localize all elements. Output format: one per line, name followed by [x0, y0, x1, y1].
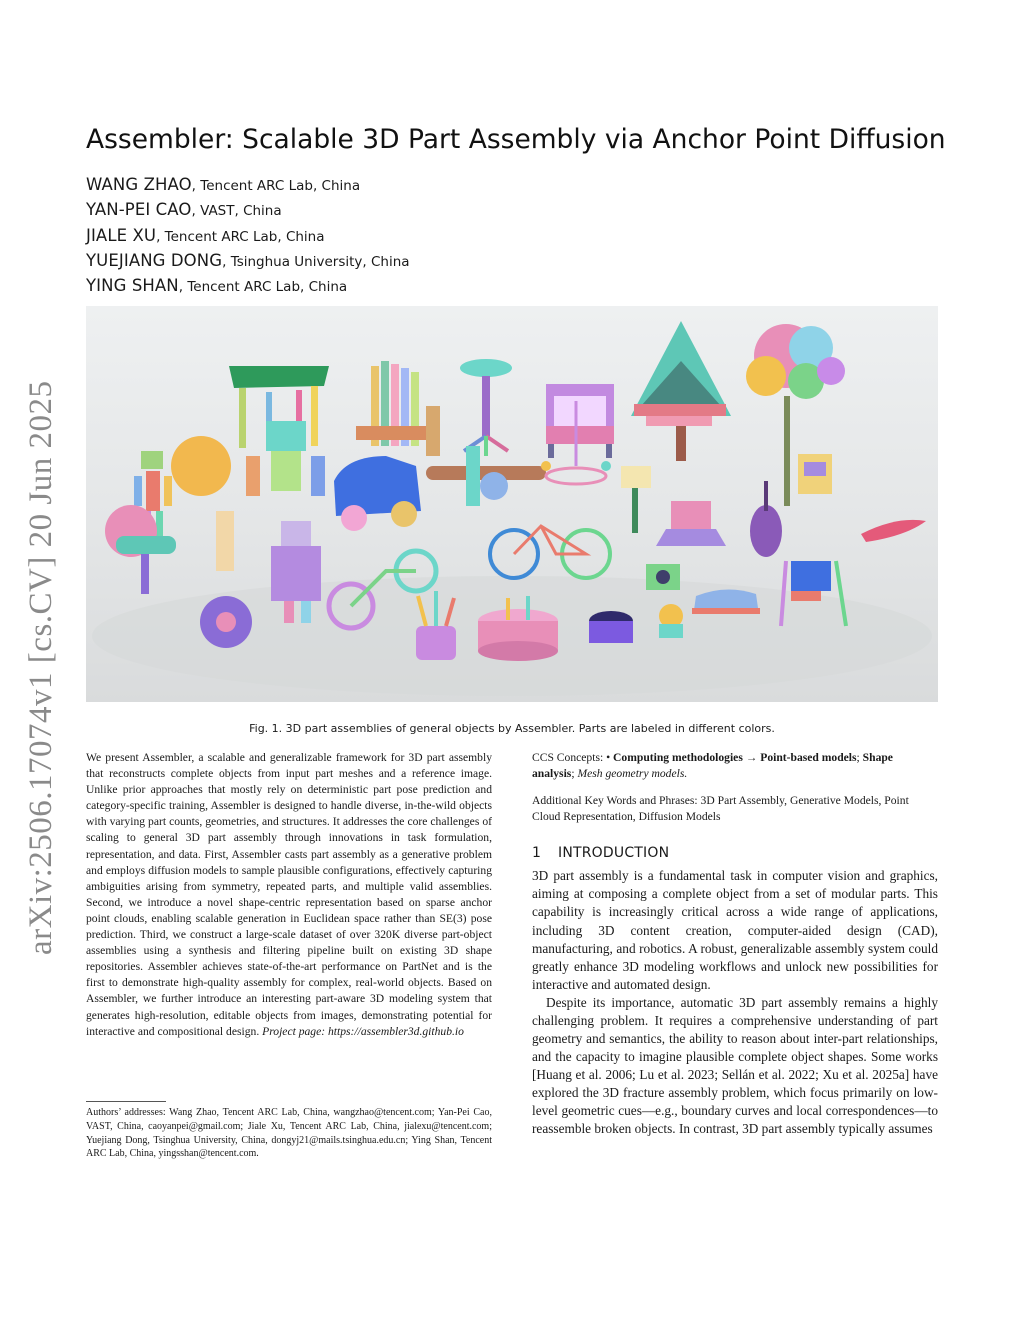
author-addresses-footnote: Authors’ addresses: Wang Zhao, Tencent ARC Lab, China, wangzhao@tencent.com; Yan-Pei Cao, VAST, China, caoyanpei@gmail.com; Jiale Xu, Tencent ARC Lab, China, jialexu@tencent.com; Yuejiang Dong, Tsinghua University, China, dongyj21@mails.tsinghua.edu.cn; Ying Shan, Tencent ARC Lab, China, yingsshan@tencent.com. — [86, 1107, 492, 1160]
author-affiliation: , Tsinghua University, China — [222, 253, 410, 270]
additional-keywords: Additional Key Words and Phrases: 3D Part Assembly, Generative Models, Point Cloud Representation, Diffusion Models — [532, 794, 909, 824]
footnote-rule — [86, 1101, 166, 1102]
car-object — [334, 456, 421, 531]
paper-title: Assembler: Scalable 3D Part Assembly via Anchor Point Diffusion — [86, 124, 946, 155]
ccs-bold-secondary: Shape analysis — [532, 751, 893, 781]
small-cabinet-object — [798, 454, 832, 494]
section-number: 1 — [532, 845, 542, 862]
brush-stroke-object — [861, 520, 926, 542]
author-name: WANG ZHAO — [86, 175, 192, 194]
ball-figure — [105, 436, 231, 594]
author-name: YAN-PEI CAO — [86, 200, 192, 220]
author-line — [86, 224, 686, 249]
teaser-figure-render — [86, 306, 938, 702]
soccer-ball-object — [200, 596, 252, 648]
section-heading-introduction — [532, 845, 938, 861]
mushroom-lamp-object — [621, 466, 651, 533]
ccs-prefix: CCS Concepts: • — [532, 751, 614, 764]
author-affiliation: , Tencent ARC Lab, China — [178, 279, 348, 296]
violin-object — [750, 481, 782, 557]
author-line — [86, 249, 686, 274]
author-affiliation: , VAST, China — [191, 203, 282, 220]
author-name: YING SHAN — [86, 276, 179, 296]
teaser-figure — [86, 306, 938, 702]
ccs-concepts — [532, 750, 938, 782]
section-title: INTRODUCTION — [558, 845, 670, 862]
radio-object — [646, 564, 680, 590]
figure-caption: Fig. 1. 3D part assemblies of general objects by Assembler. Parts are labeled in different colors. — [249, 722, 775, 735]
ccs-separator: ; — [856, 751, 863, 764]
pouf-object — [589, 611, 633, 643]
abstract-body: We present Assembler, a scalable and generalizable framework for 3D part assembly that reconstructs complete objects from input part meshes and a reference image. Unlike prior approaches that mostly rely on deterministic part pose prediction and category-specific training, Assembler is designed to handle diverse, in-the-wild objects with varying part counts, geometries, and structures. It addresses the core challenges of scaling to general 3D part assembly through innovations in task formulation, representation, and data. First, Assembler casts part assembly as a generative problem and employs diffusion models to sample plausible configurations, effectively capturing ambiguities arising from symmetry, repeated parts, and multiple valid assemblies. Second, we introduce a novel shape-centric representation based on sparse anchor point clouds, enabling scalable generation in Euclidean space rather than SE(3) pose prediction. Third, we construct a large-scale dataset of over 320K diverse part-object assemblies using a synthesis and filtering pipeline built on existing 3D shape repositories. Assembler achieves state-of-the-art performance on PartNet and is the first to demonstrate high-quality assembly for complex, real-world objects. Based on Assembler, we further introduce an interesting part-aware 3D modeling system that generates high-resolution, editable objects from images, demonstrating potential for interactive and compositional design. — [86, 751, 492, 1038]
small-pot-object — [659, 604, 683, 638]
armchair-object — [546, 384, 614, 458]
author-name: JIALE XU — [86, 225, 157, 245]
intro-paragraph: 3D part assembly is a fundamental task in computer vision and graphics, aiming at composing a complete object from a set of modular parts. This capability is increasingly critical across a wide range of applications, including 3D content creation, computer-aided design (CAD), manufacturing, and robotics. A robust, generalizable assembly system could greatly enhance 3D modeling workflows and unlock new possibilities for interactive and automated design. — [532, 868, 938, 992]
intro-paragraph: Despite its importance, automatic 3D part assembly remains a highly challenging problem. It requires a comprehensive understanding of part geometry and semantics, the ability to reason about inter-part relationships, and the capacity to imagine plausible complete object shapes. Some works [Huang et al. 2006; Lu et al. 2023; Sellán et al. 2022; Xu et al. 2025a] have explored the 3D fracture assembly problem, which focus primarily on low-level geometric cues—e.g., boundary curves and local correspondences—to reassemble broken objects. In contrast, 3D part assembly typically assumes — [532, 994, 938, 1137]
ccs-bold-primary: Computing methodologies → Point-based models — [613, 751, 857, 764]
laptop-object — [656, 501, 726, 546]
author-name: YUEJIANG DONG — [86, 250, 223, 270]
project-page-link[interactable]: Project page: https://assembler3d.github.io — [262, 1024, 464, 1038]
arxiv-identifier-stamp: arXiv:2506.17074v1 [cs.CV] 20 Jun 2025 — [23, 380, 59, 955]
stool-object — [460, 359, 512, 456]
author-line — [86, 274, 686, 299]
author-line — [86, 198, 686, 223]
cone-tree-object — [631, 321, 731, 461]
ccs-italic: Mesh geometry models. — [577, 767, 688, 781]
bicycle-object — [490, 526, 610, 578]
author-affiliation: , Tencent ARC Lab, China — [191, 178, 361, 194]
right-column — [532, 750, 938, 1138]
abstract — [86, 750, 492, 1040]
author-affiliation: , Tencent ARC Lab, China — [156, 228, 325, 245]
ccs-separator: ; — [571, 767, 578, 781]
chair-object — [356, 361, 440, 456]
author-line — [86, 173, 686, 198]
left-column — [86, 750, 492, 1040]
author-list — [86, 173, 686, 299]
